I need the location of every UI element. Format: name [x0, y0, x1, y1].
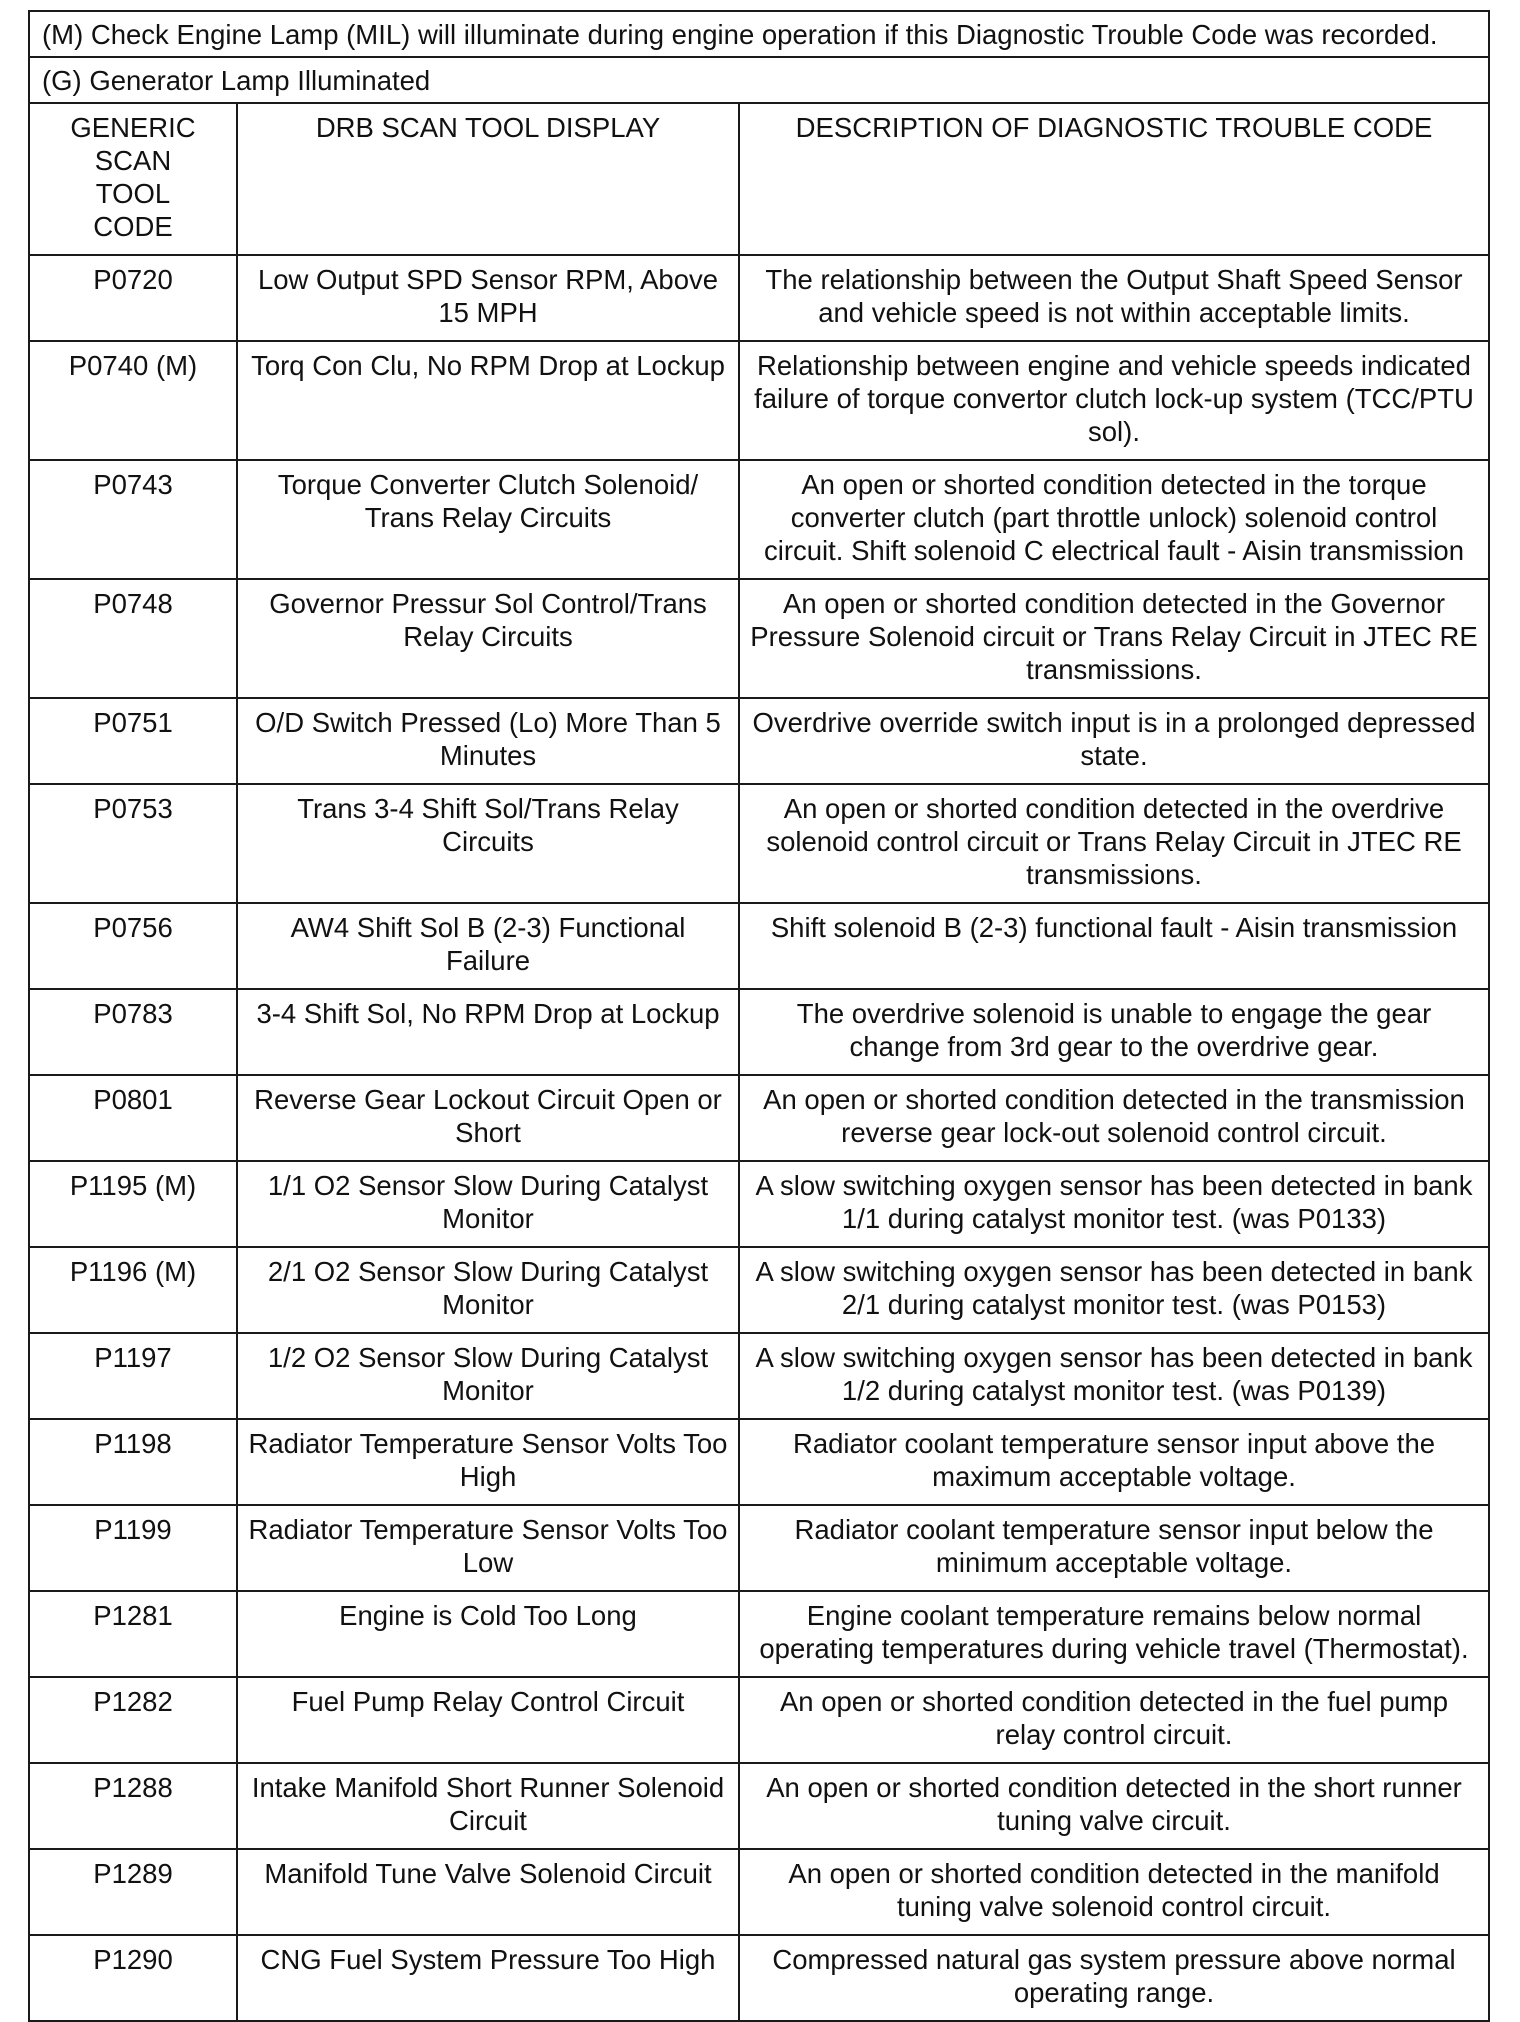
display-cell: Intake Manifold Short Runner Solenoid Circuit	[237, 1763, 739, 1849]
mil-note: (M) Check Engine Lamp (MIL) will illuminate during engine operation if this Diagnostic Trouble Code was recorded.	[29, 11, 1489, 57]
table-row	[29, 1763, 1489, 1849]
code-cell: P0801	[29, 1075, 237, 1161]
code-cell: P0753	[29, 784, 237, 903]
description-cell: An open or shorted condition detected in the manifold tuning valve solenoid control circuit.	[739, 1849, 1489, 1935]
table-row	[29, 698, 1489, 784]
header-row	[29, 103, 1489, 255]
code-cell: P1198	[29, 1419, 237, 1505]
table-row	[29, 1935, 1489, 2021]
description-cell: A slow switching oxygen sensor has been detected in bank 1/1 during catalyst monitor test. (was P0133)	[739, 1161, 1489, 1247]
description-cell: Radiator coolant temperature sensor input above the maximum acceptable voltage.	[739, 1419, 1489, 1505]
display-cell: 1/1 O2 Sensor Slow During Catalyst Monitor	[237, 1161, 739, 1247]
code-cell: P0756	[29, 903, 237, 989]
display-cell: Trans 3-4 Shift Sol/Trans Relay Circuits	[237, 784, 739, 903]
description-cell: An open or shorted condition detected in the Governor Pressure Solenoid circuit or Trans Relay Circuit in JTEC RE transmissions.	[739, 579, 1489, 698]
dtc-table	[28, 10, 1490, 2022]
code-cell: P1288	[29, 1763, 237, 1849]
display-cell: Low Output SPD Sensor RPM, Above 15 MPH	[237, 255, 739, 341]
display-cell: Radiator Temperature Sensor Volts Too Low	[237, 1505, 739, 1591]
description-cell: An open or shorted condition detected in the transmission reverse gear lock-out solenoid control circuit.	[739, 1075, 1489, 1161]
code-cell: P1290	[29, 1935, 237, 2021]
table-row	[29, 1161, 1489, 1247]
table-row	[29, 460, 1489, 579]
table-row	[29, 784, 1489, 903]
display-cell: 1/2 O2 Sensor Slow During Catalyst Monitor	[237, 1333, 739, 1419]
code-cell: P1196 (M)	[29, 1247, 237, 1333]
header-code: GENERIC SCAN TOOL CODE	[29, 103, 237, 255]
display-cell: AW4 Shift Sol B (2-3) Functional Failure	[237, 903, 739, 989]
code-cell: P1199	[29, 1505, 237, 1591]
description-cell: An open or shorted condition detected in the overdrive solenoid control circuit or Trans Relay Circuit in JTEC RE transmissions.	[739, 784, 1489, 903]
table-row	[29, 1419, 1489, 1505]
code-cell: P0748	[29, 579, 237, 698]
description-cell: Engine coolant temperature remains below normal operating temperatures during vehicle travel (Thermostat).	[739, 1591, 1489, 1677]
description-cell: A slow switching oxygen sensor has been detected in bank 1/2 during catalyst monitor test. (was P0139)	[739, 1333, 1489, 1419]
table-row	[29, 1247, 1489, 1333]
code-cell: P0740 (M)	[29, 341, 237, 460]
table-row	[29, 1333, 1489, 1419]
table-row	[29, 255, 1489, 341]
display-cell: Engine is Cold Too Long	[237, 1591, 739, 1677]
table-row	[29, 579, 1489, 698]
note-row-mil	[29, 11, 1489, 57]
header-description: DESCRIPTION OF DIAGNOSTIC TROUBLE CODE	[739, 103, 1489, 255]
table-row	[29, 1677, 1489, 1763]
description-cell: Overdrive override switch input is in a prolonged depressed state.	[739, 698, 1489, 784]
display-cell: 2/1 O2 Sensor Slow During Catalyst Monitor	[237, 1247, 739, 1333]
code-cell: P0783	[29, 989, 237, 1075]
description-cell: An open or shorted condition detected in the short runner tuning valve circuit.	[739, 1763, 1489, 1849]
code-cell: P1282	[29, 1677, 237, 1763]
display-cell: O/D Switch Pressed (Lo) More Than 5 Minutes	[237, 698, 739, 784]
table-row	[29, 1591, 1489, 1677]
table-row	[29, 341, 1489, 460]
display-cell: 3-4 Shift Sol, No RPM Drop at Lockup	[237, 989, 739, 1075]
dtc-document	[28, 10, 1490, 2022]
description-cell: The overdrive solenoid is unable to engage the gear change from 3rd gear to the overdrive gear.	[739, 989, 1489, 1075]
table-row	[29, 903, 1489, 989]
description-cell: Relationship between engine and vehicle speeds indicated failure of torque convertor clutch lock-up system (TCC/PTU sol).	[739, 341, 1489, 460]
description-cell: An open or shorted condition detected in the torque converter clutch (part throttle unlock) solenoid control circuit. Shift solenoid C electrical fault - Aisin transmission	[739, 460, 1489, 579]
code-cell: P1281	[29, 1591, 237, 1677]
generator-note: (G) Generator Lamp Illuminated	[29, 57, 1489, 103]
note-row-generator	[29, 57, 1489, 103]
description-cell: Radiator coolant temperature sensor input below the minimum acceptable voltage.	[739, 1505, 1489, 1591]
display-cell: CNG Fuel System Pressure Too High	[237, 1935, 739, 2021]
description-cell: Compressed natural gas system pressure above normal operating range.	[739, 1935, 1489, 2021]
description-cell: Shift solenoid B (2-3) functional fault - Aisin transmission	[739, 903, 1489, 989]
display-cell: Torq Con Clu, No RPM Drop at Lockup	[237, 341, 739, 460]
table-row	[29, 1505, 1489, 1591]
code-cell: P0720	[29, 255, 237, 341]
display-cell: Manifold Tune Valve Solenoid Circuit	[237, 1849, 739, 1935]
description-cell: A slow switching oxygen sensor has been detected in bank 2/1 during catalyst monitor test. (was P0153)	[739, 1247, 1489, 1333]
header-display: DRB SCAN TOOL DISPLAY	[237, 103, 739, 255]
description-cell: The relationship between the Output Shaft Speed Sensor and vehicle speed is not within acceptable limits.	[739, 255, 1489, 341]
code-cell: P1197	[29, 1333, 237, 1419]
display-cell: Reverse Gear Lockout Circuit Open or Short	[237, 1075, 739, 1161]
table-row	[29, 1849, 1489, 1935]
code-cell: P0743	[29, 460, 237, 579]
code-cell: P1289	[29, 1849, 237, 1935]
display-cell: Fuel Pump Relay Control Circuit	[237, 1677, 739, 1763]
display-cell: Governor Pressur Sol Control/Trans Relay Circuits	[237, 579, 739, 698]
code-cell: P1195 (M)	[29, 1161, 237, 1247]
description-cell: An open or shorted condition detected in the fuel pump relay control circuit.	[739, 1677, 1489, 1763]
table-row	[29, 1075, 1489, 1161]
code-cell: P0751	[29, 698, 237, 784]
display-cell: Radiator Temperature Sensor Volts Too High	[237, 1419, 739, 1505]
table-row	[29, 989, 1489, 1075]
display-cell: Torque Converter Clutch Solenoid/ Trans Relay Circuits	[237, 460, 739, 579]
